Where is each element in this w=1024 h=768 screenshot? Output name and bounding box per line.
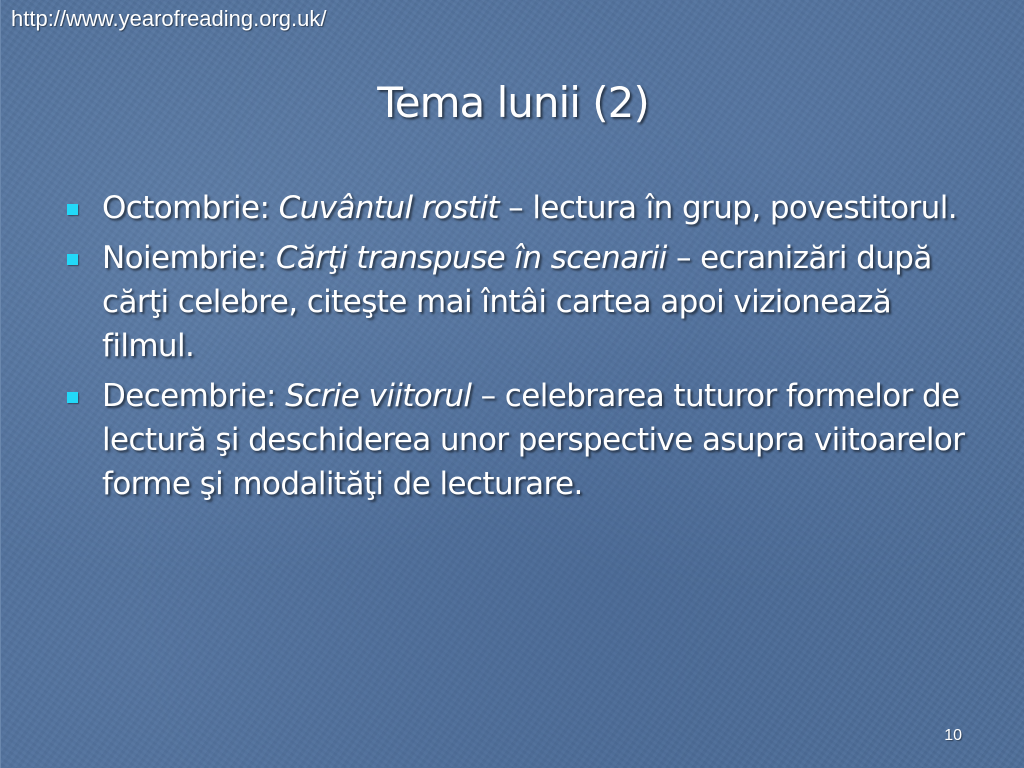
- bullet-theme: Cuvântul rostit: [278, 190, 499, 226]
- square-bullet-icon: [67, 392, 78, 403]
- source-url: http://www.yearofreading.org.uk/: [11, 6, 327, 31]
- bullet-item-december: [65, 374, 965, 506]
- bullet-item-november: [65, 236, 965, 368]
- bullet-description: – celebrarea tuturor formelor de lectură şi deschiderea unor perspective asupra viitoarelor forme şi modalităţi de lecturare.: [102, 378, 965, 502]
- bullet-theme: Cărţi transpuse în scenarii: [275, 240, 667, 276]
- bullet-theme: Scrie viitorul: [285, 378, 472, 414]
- bullet-month: Decembrie:: [102, 378, 286, 414]
- bullet-list: [65, 186, 965, 512]
- bullet-item-october: [65, 186, 965, 230]
- bullet-description: – lectura în grup, povestitorul.: [498, 190, 957, 226]
- bullet-description: – ecranizări după cărţi celebre, citeşte mai întâi cartea apoi vizionează filmul.: [102, 240, 932, 364]
- square-bullet-icon: [67, 204, 78, 215]
- square-bullet-icon: [67, 254, 78, 265]
- bullet-month: Noiembrie:: [102, 240, 276, 276]
- slide-title: Tema lunii (2): [377, 78, 649, 127]
- page-number: 10: [944, 727, 962, 744]
- bullet-month: Octombrie:: [102, 190, 279, 226]
